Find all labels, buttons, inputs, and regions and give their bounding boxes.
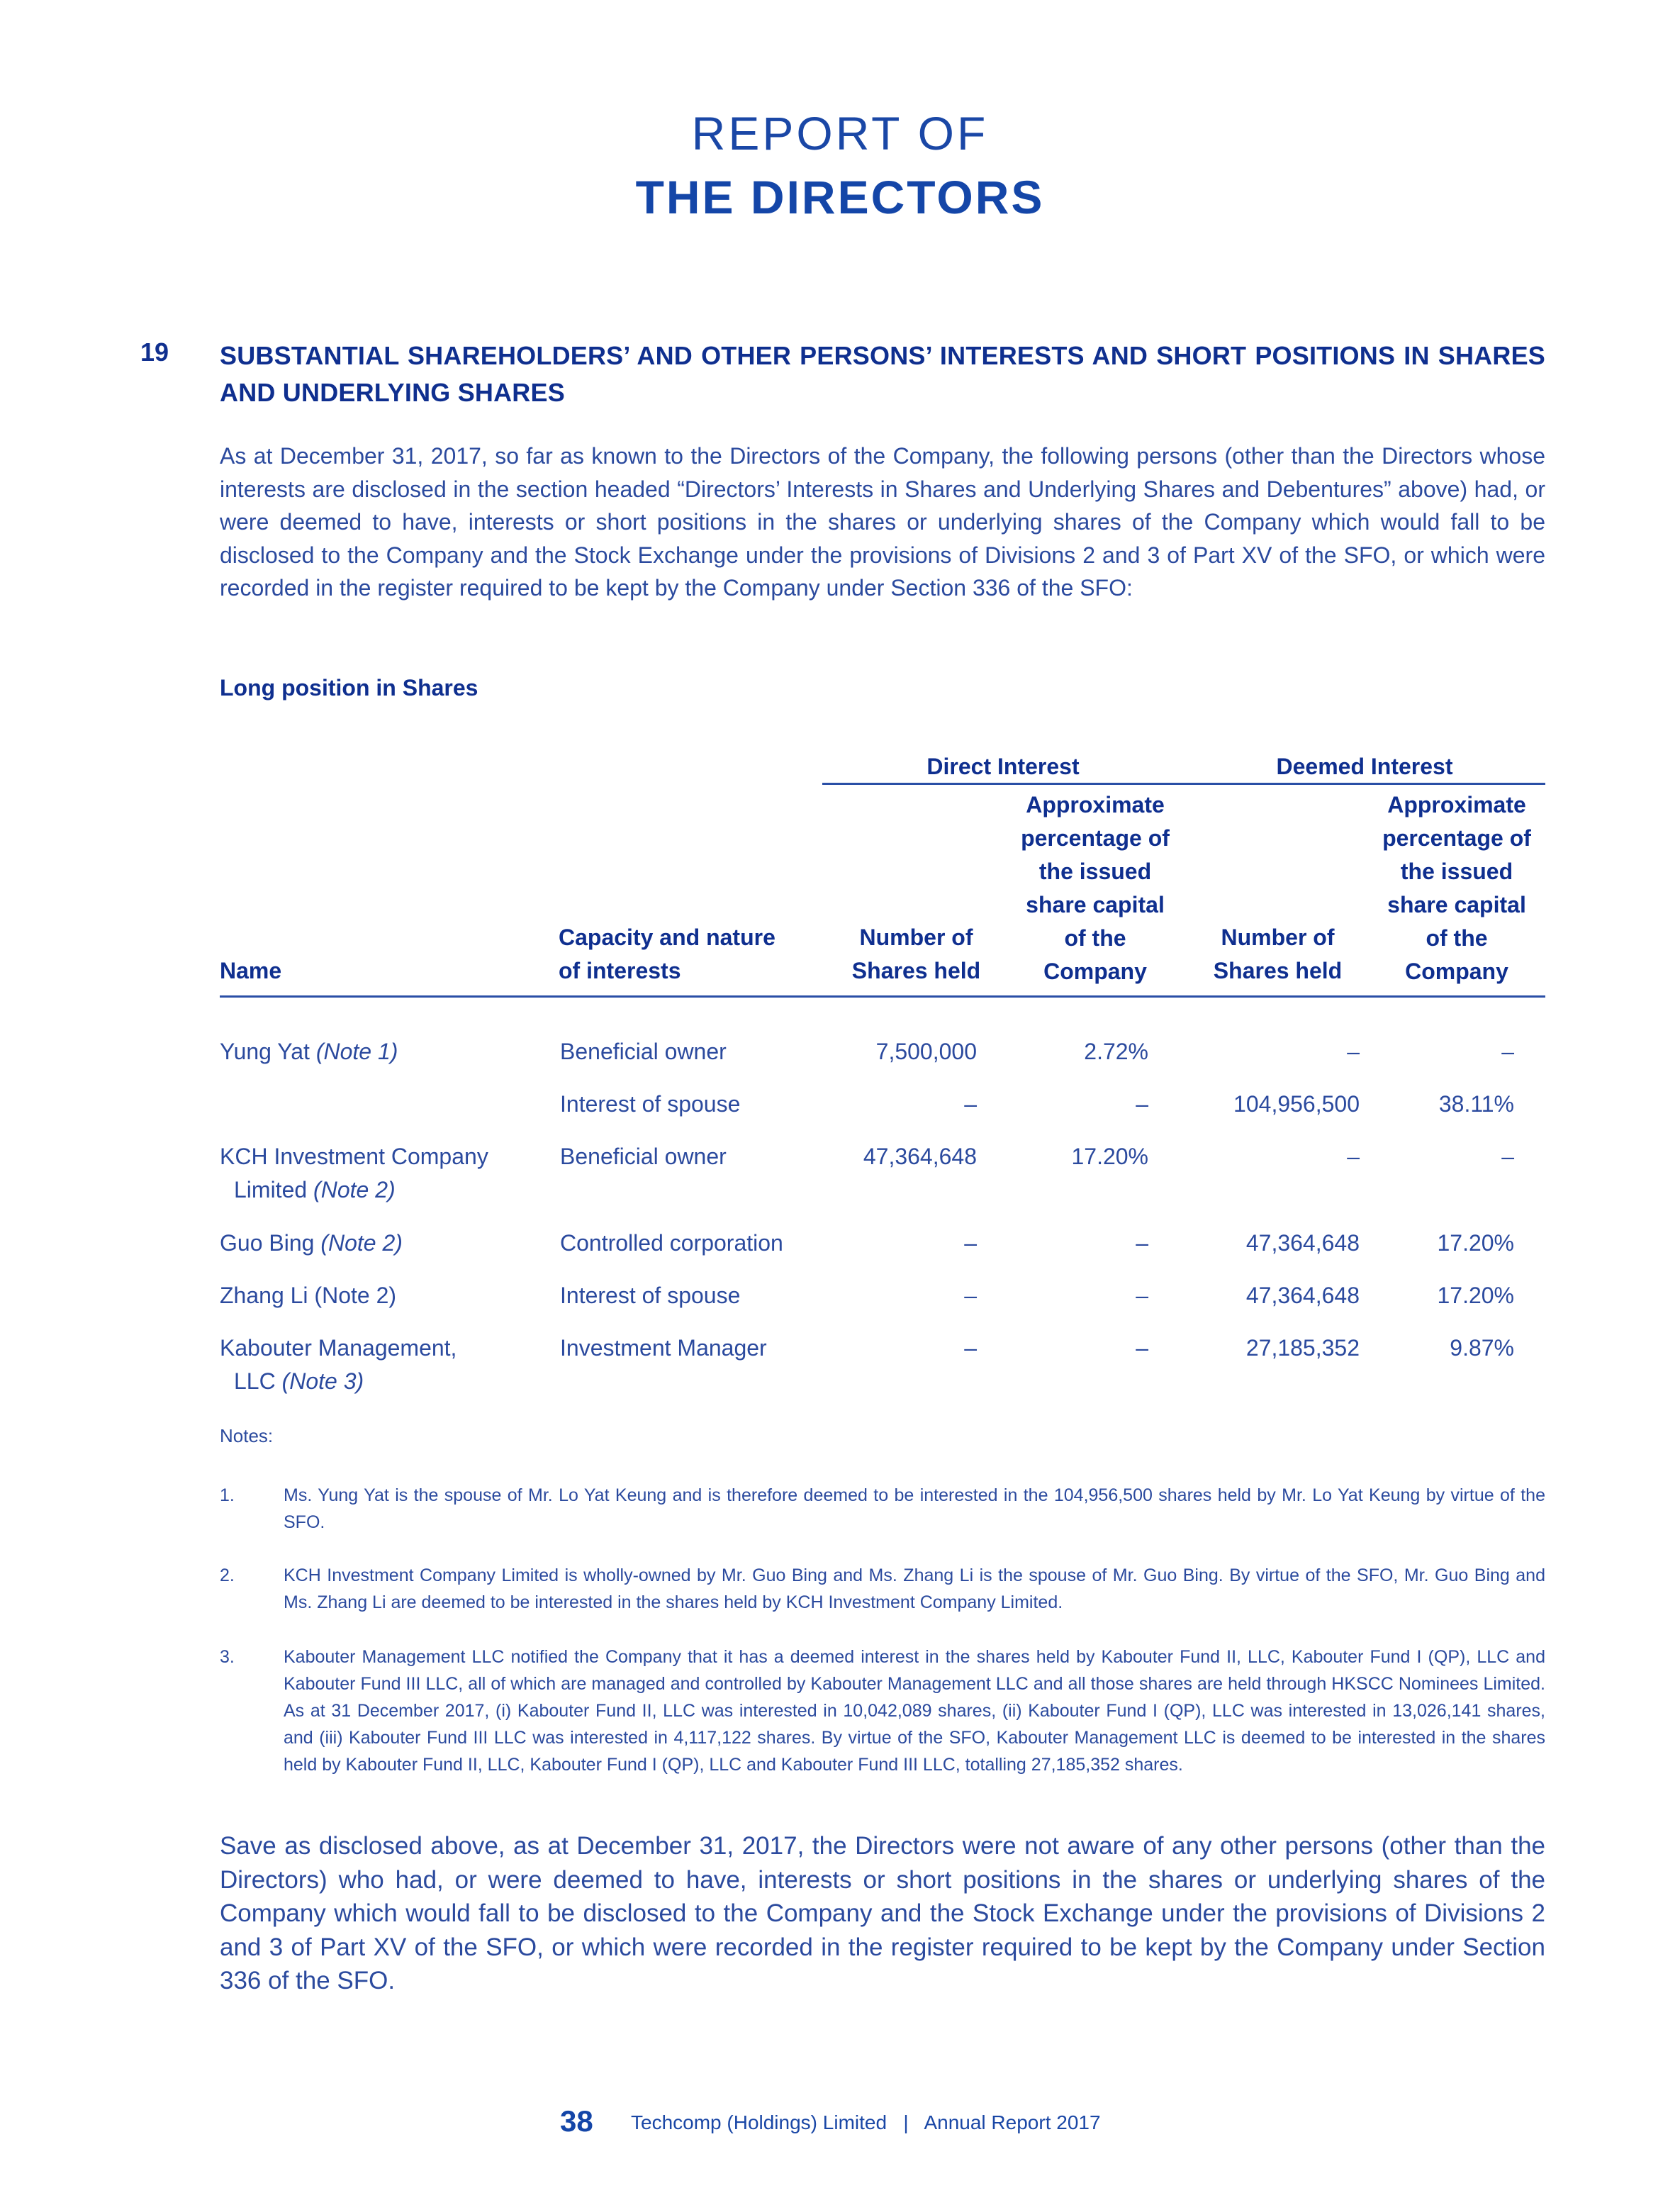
- group-header-direct: Direct Interest: [926, 754, 1080, 779]
- footer-company: Techcomp (Holdings) Limited: [631, 2111, 887, 2133]
- header-line: of the: [1064, 925, 1126, 951]
- cell-capacity: Interest of spouse: [560, 1091, 741, 1117]
- header-line: Number of: [859, 925, 973, 950]
- column-header-name: Name: [220, 958, 282, 983]
- note-item: [220, 1643, 1545, 1778]
- header-line: percentage of: [1021, 825, 1170, 851]
- cell-direct-shares: –: [964, 1091, 977, 1117]
- cell-name: [220, 1332, 546, 1398]
- cell-direct-shares: –: [964, 1283, 977, 1308]
- name-text: Guo Bing: [220, 1230, 321, 1256]
- section-number: 19: [140, 337, 169, 367]
- cell-deemed-pct: 38.11%: [1438, 1091, 1514, 1117]
- name-text: KCH Investment Company: [220, 1144, 488, 1169]
- header-line: Company: [1043, 959, 1147, 984]
- cell-capacity: Interest of spouse: [560, 1283, 741, 1308]
- cell-name-line1: [220, 1227, 546, 1260]
- cell-direct-shares: 47,364,648: [863, 1144, 977, 1169]
- section-heading: SUBSTANTIAL SHAREHOLDERS’ AND OTHER PERSONS’ INTERESTS AND SHORT POSITIONS IN SHARES AND UNDERLYING SHARES: [220, 341, 1545, 407]
- header-line: the issued: [1038, 859, 1152, 884]
- note-number: 3.: [220, 1647, 235, 1667]
- cell-deemed-pct: 9.87%: [1450, 1335, 1514, 1361]
- cell-name: [220, 1227, 546, 1260]
- cell-direct-shares: –: [964, 1230, 977, 1256]
- intro-paragraph: As at December 31, 2017, so far as known to the Directors of the Company, the following persons (other than the Directors whose interests are disclosed in the section headed “Directors’ Interests in Shares and Underlying Shares and Debentures” above) had, or were deemed to have, interests or short positions in the shares or underlying shares of the Company which would fall to be disclosed to the Company and the Stock Exchange under the provisions of Divisions 2 and 3 of Part XV of the SFO, or which were recorded in the register required to be kept by the Company under Section 336 of the SFO:: [220, 443, 1545, 601]
- cell-name-line1: [220, 1035, 546, 1068]
- column-header-deemed-shares: [1198, 921, 1357, 988]
- notes-label: Notes:: [220, 1425, 274, 1446]
- group-header-deemed: Deemed Interest: [1276, 754, 1453, 779]
- cell-deemed-shares: –: [1347, 1039, 1360, 1064]
- name-text: LLC: [234, 1368, 282, 1394]
- cell-deemed-pct: 17.20%: [1437, 1283, 1514, 1308]
- cell-capacity: Beneficial owner: [560, 1144, 727, 1169]
- column-header-capacity: [559, 921, 775, 988]
- footer-separator: |: [903, 2111, 909, 2133]
- cell-direct-shares: 7,500,000: [875, 1039, 977, 1064]
- name-note: (Note 1): [315, 1039, 398, 1064]
- header-line: of the: [1426, 925, 1488, 951]
- group-header-rule: [822, 783, 1545, 785]
- cell-deemed-pct: 17.20%: [1437, 1230, 1514, 1256]
- header-line: Approximate: [1026, 792, 1165, 817]
- cell-direct-pct: 2.72%: [1084, 1039, 1148, 1064]
- header-line: share capital: [1387, 892, 1526, 917]
- name-text: Limited: [234, 1177, 314, 1202]
- header-line: the issued: [1400, 859, 1513, 884]
- page-number: 38: [560, 2104, 593, 2138]
- cell-direct-pct: –: [1136, 1283, 1148, 1308]
- column-header-rule: [220, 995, 1545, 998]
- name-text: Yung Yat: [220, 1039, 316, 1064]
- cell-name-line2: [220, 1365, 546, 1398]
- cell-direct-shares: –: [964, 1335, 977, 1361]
- closing-paragraph: Save as disclosed above, as at December 31, 2017, the Directors were not aware of any other persons (other than the Directors) who had, or were deemed to have, interests or short positions in the shares or underlying shares of the Company which would fall to be disclosed to the Company and the Stock Exchange under the provisions of Divisions 2 and 3 of Part XV of the SFO, or which were recorded in the register required to be kept by the Company under Section 336 of the SFO.: [220, 1832, 1545, 1994]
- column-header-direct-shares: [836, 921, 996, 988]
- footer-text: [631, 2111, 1101, 2134]
- column-header-capacity-line1: Capacity and nature: [559, 925, 775, 950]
- cell-capacity: Investment Manager: [560, 1335, 767, 1361]
- note-text: KCH Investment Company Limited is wholly-owned by Mr. Guo Bing and Ms. Zhang Li is the spouse of Mr. Guo Bing. By virtue of the SFO, Mr. Guo Bing and Ms. Zhang Li are deemed to be interested in the shares held by KCH Investment Company Limited.: [284, 1565, 1545, 1612]
- column-header-capacity-line2: of interests: [559, 958, 681, 983]
- cell-deemed-shares: 27,185,352: [1245, 1335, 1360, 1361]
- cell-direct-pct: –: [1136, 1230, 1148, 1256]
- cell-deemed-pct: –: [1501, 1144, 1514, 1169]
- header-line: Approximate: [1387, 792, 1526, 817]
- header-line: Company: [1405, 959, 1508, 984]
- name-text: Kabouter Management,: [220, 1335, 457, 1361]
- cell-capacity: Controlled corporation: [560, 1230, 783, 1256]
- note-item: [220, 1562, 1545, 1616]
- cell-name-line2: [220, 1173, 546, 1207]
- column-header-deemed-pct: [1368, 788, 1545, 988]
- name-text: Zhang Li (Note 2): [220, 1283, 397, 1308]
- cell-direct-pct: –: [1136, 1335, 1148, 1361]
- cell-deemed-shares: 104,956,500: [1233, 1091, 1360, 1117]
- page-title-line2: THE DIRECTORS: [635, 171, 1045, 223]
- cell-capacity: Beneficial owner: [560, 1039, 727, 1064]
- cell-name: [220, 1279, 546, 1312]
- note-text: Ms. Yung Yat is the spouse of Mr. Lo Yat Keung and is therefore deemed to be interested in the 104,956,500 shares held by Mr. Lo Yat Keung by virtue of the SFO.: [284, 1485, 1545, 1532]
- cell-name: [220, 1140, 546, 1207]
- footer-report: Annual Report 2017: [924, 2111, 1101, 2133]
- name-note: (Note 2): [313, 1177, 396, 1202]
- header-line: Number of: [1221, 925, 1335, 950]
- name-note: (Note 3): [281, 1368, 364, 1394]
- cell-deemed-shares: 47,364,648: [1245, 1230, 1360, 1256]
- name-note: (Note 2): [320, 1230, 403, 1256]
- cell-deemed-shares: –: [1347, 1144, 1360, 1169]
- header-line: Shares held: [1213, 958, 1343, 983]
- table-subheading: Long position in Shares: [220, 675, 478, 701]
- note-item: [220, 1482, 1545, 1536]
- column-header-direct-pct: [1007, 788, 1184, 988]
- note-number: 2.: [220, 1565, 235, 1585]
- header-line: Shares held: [851, 958, 981, 983]
- cell-name-line1: [220, 1279, 546, 1312]
- header-line: share capital: [1026, 892, 1165, 917]
- cell-name-line1: [220, 1140, 546, 1173]
- cell-direct-pct: –: [1136, 1091, 1148, 1117]
- cell-name-line1: [220, 1332, 546, 1365]
- cell-deemed-pct: –: [1501, 1039, 1514, 1064]
- note-text: Kabouter Management LLC notified the Company that it has a deemed interest in the shares held by Kabouter Fund II, LLC, Kabouter Fund I (QP), LLC and Kabouter Fund III LLC, all of which are managed and controlled by Kabouter Management LLC and all those shares are held through HKSCC Nominees Limited. As at 31 December 2017, (i) Kabouter Fund II, LLC was interested in 10,042,089 shares, (ii) Kabouter Fund I (QP), LLC was interested in 13,026,141 shares, and (iii) Kabouter Fund III LLC was interested in 4,117,122 shares. By virtue of the SFO, Kabouter Management LLC is deemed to be interested in the shares held by Kabouter Fund II, LLC, Kabouter Fund I (QP), LLC and Kabouter Fund III LLC, totalling 27,185,352 shares.: [284, 1647, 1545, 1775]
- cell-direct-pct: 17.20%: [1071, 1144, 1148, 1169]
- cell-deemed-shares: 47,364,648: [1245, 1283, 1360, 1308]
- header-line: percentage of: [1382, 825, 1531, 851]
- page-title-line1: REPORT OF: [691, 107, 989, 160]
- cell-name: [220, 1035, 546, 1068]
- note-number: 1.: [220, 1485, 235, 1505]
